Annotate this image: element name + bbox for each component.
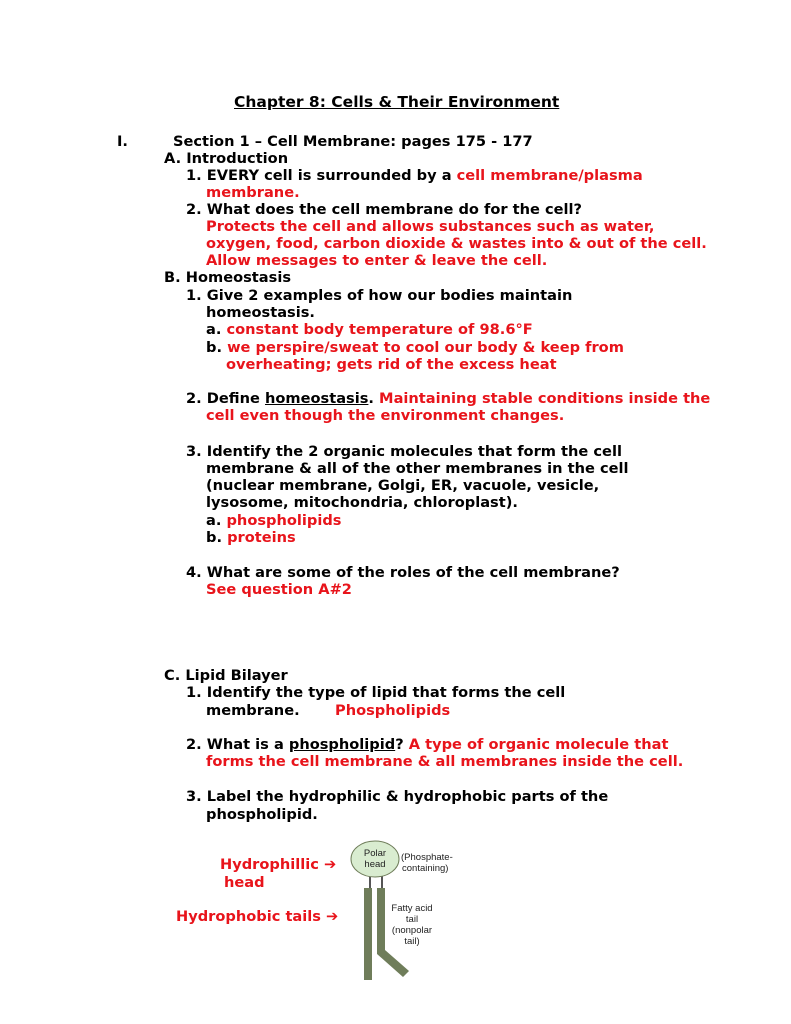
question-b3-line2: membrane & all of the other membranes in the cell <box>206 460 629 477</box>
question-a1: 1. EVERY cell is surrounded by a cell membrane/plasma <box>186 167 643 184</box>
question-c1: 1. Identify the type of lipid that forms the cell <box>186 684 566 701</box>
answer-a2-line2: oxygen, food, carbon dioxide & wastes into & out of the cell. <box>206 235 707 252</box>
phosphate-label-2: containing) <box>402 863 449 874</box>
answer-a1: cell membrane/plasma <box>456 167 643 184</box>
answer-a2-line1: Protects the cell and allows substances such as water, <box>206 218 655 235</box>
answer-a1-cont: membrane. <box>206 184 300 201</box>
answer-c2-cont: forms the cell membrane & all membranes inside the cell. <box>206 753 684 770</box>
term-phospholipid: phospholipid <box>288 736 396 753</box>
fatty-acid-label-3: (nonpolar <box>391 925 433 936</box>
answer-b4: See question A#2 <box>206 581 352 598</box>
hydrophilic-label: Hydrophillic ➔ <box>220 856 337 873</box>
polar-head-label-2: head <box>364 859 386 870</box>
heading-lipid-bilayer: C. Lipid Bilayer <box>164 667 288 684</box>
answer-b2-cont: cell even though the environment changes. <box>206 407 565 424</box>
section-number: I. <box>117 133 128 150</box>
fatty-acid-label-2: tail <box>405 914 419 925</box>
hydrophilic-label-head: head <box>224 874 265 891</box>
question-b3-line4: lysosome, mitochondria, chloroplast). <box>206 494 518 511</box>
question-b4: 4. What are some of the roles of the cell membrane? <box>186 564 620 581</box>
polar-head-label: Polar <box>363 848 387 859</box>
answer-b3b: b. proteins <box>206 529 296 546</box>
answer-c1: Phospholipids <box>335 702 451 719</box>
question-b1-cont: homeostasis. <box>206 304 315 321</box>
answer-b1a: a. constant body temperature of 98.6°F <box>206 321 533 338</box>
answer-b1b-cont: overheating; gets rid of the excess heat <box>226 356 557 373</box>
question-b2: 2. Define homeostasis. Maintaining stable conditions inside the <box>186 390 711 407</box>
question-b3-line1: 3. Identify the 2 organic molecules that form the cell <box>186 443 622 460</box>
term-homeostasis: homeostasis <box>264 390 369 407</box>
fatty-acid-label-4: tail) <box>404 936 420 947</box>
question-c3-cont: phospholipid. <box>206 806 318 823</box>
heading-homeostasis: B. Homeostasis <box>164 269 292 286</box>
answer-b3a: a. phospholipids <box>206 512 342 529</box>
question-a2: 2. What does the cell membrane do for the cell? <box>186 201 583 218</box>
phosphate-label: (Phosphate- <box>401 852 453 863</box>
question-c3: 3. Label the hydrophilic & hydrophobic parts of the <box>186 788 609 805</box>
hydrophobic-label: Hydrophobic tails ➔ <box>176 908 339 925</box>
tail-connector-right <box>381 876 383 888</box>
question-b1: 1. Give 2 examples of how our bodies maintain <box>186 287 573 304</box>
heading-introduction: A. Introduction <box>164 150 289 167</box>
answer-a2-line3: Allow messages to enter & leave the cell. <box>206 252 548 269</box>
page-title: Chapter 8: Cells & Their Environment <box>234 93 560 111</box>
fatty-acid-tail-left <box>364 888 372 980</box>
question-c1-cont: membrane. <box>206 702 300 719</box>
answer-b1b: b. we perspire/sweat to cool our body & keep from <box>206 339 624 356</box>
section-heading: Section 1 – Cell Membrane: pages 175 - 177 <box>173 133 533 150</box>
question-c2: 2. What is a phospholipid? A type of organic molecule that <box>186 736 669 753</box>
question-b3-line3: (nuclear membrane, Golgi, ER, vacuole, vesicle, <box>206 477 600 494</box>
fatty-acid-label: Fatty acid <box>391 903 433 914</box>
tail-connector-left <box>369 876 371 888</box>
